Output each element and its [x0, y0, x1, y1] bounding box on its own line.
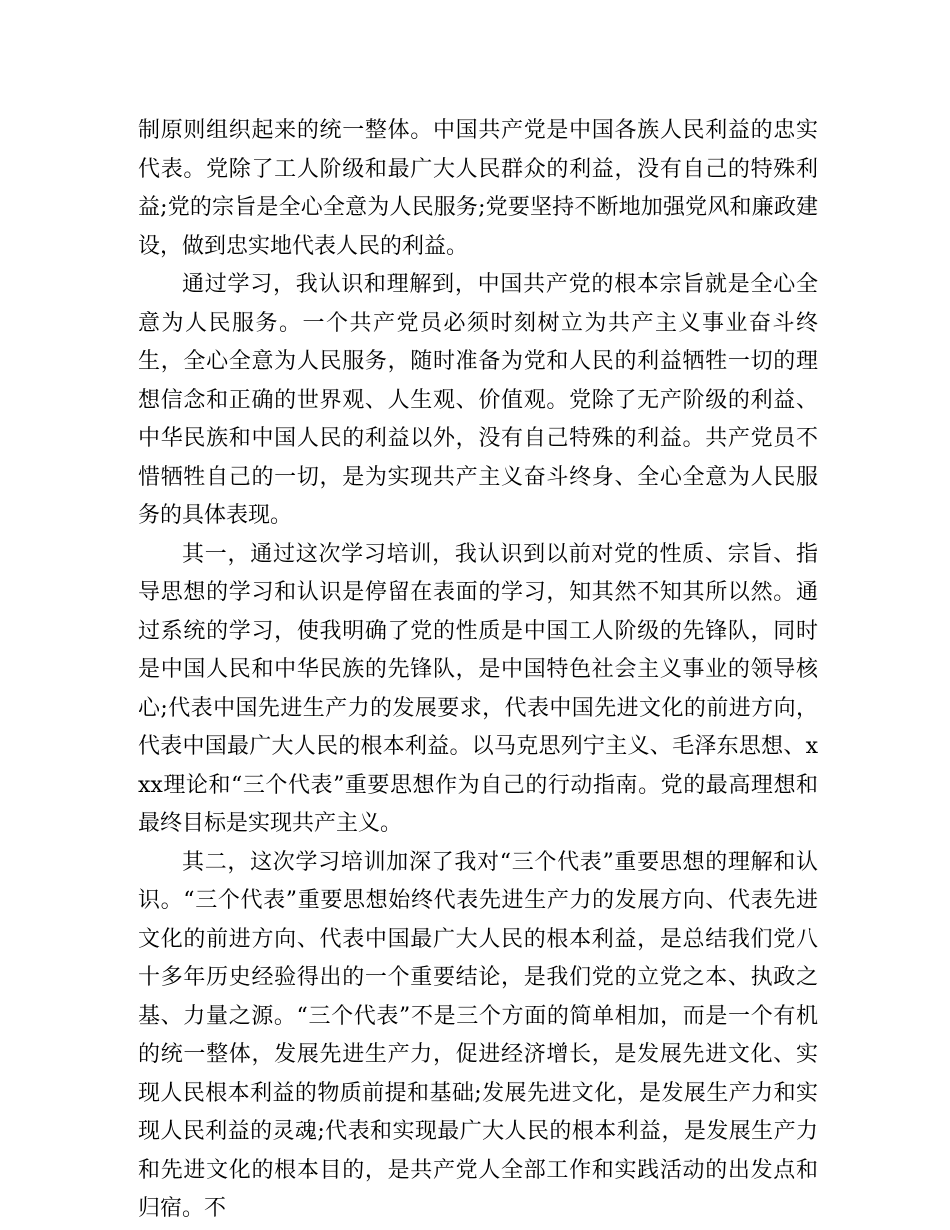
paragraph-4: 其二，这次学习培训加深了我对“三个代表”重要思想的理解和认识。“三个代表”重要思想始终代表先进生产力的发展方向、代表先进文化的前进方向、代表中国最广大人民的根本利益，是总结我们党八十多年历史经验得出的一个重要结论，是我们党的立党之本、执政之基、力量之源。“三个代表”不是三个方面的简单相加，而是一个有机的统一整体，发展先进生产力，促进经济增长，是发展先进文化、实现人民根本利益的物质前提和基础;发展先进文化，是发展生产力和实现人民利益的灵魂;代表和实现最广大人民的根本利益，是发展生产力和先进文化的根本目的，是共产党人全部工作和实践活动的出发点和归宿。不	[138, 849, 818, 1221]
paragraph-1: 制原则组织起来的统一整体。中国共产党是中国各族人民利益的忠实代表。党除了工人阶级和最广大人民群众的利益，没有自己的特殊利益;党的宗旨是全心全意为人民服务;党要坚持不断地加强党风和廉政建设，做到忠实地代表人民的利益。	[138, 118, 818, 259]
document-body	[138, 112, 818, 1229]
paragraph-2: 通过学习，我认识和理解到，中国共产党的根本宗旨就是全心全意为人民服务。一个共产党员必须时刻树立为共产主义事业奋斗终生，全心全意为人民服务，随时准备为党和人民的利益牺牲一切的理想信念和正确的世界观、人生观、价值观。党除了无产阶级的利益、中华民族和中国人民的利益以外，没有自己特殊的利益。共产党员不惜牺牲自己的一切，是为实现共产主义奋斗终身、全心全意为人民服务的具体表现。	[138, 272, 818, 528]
paragraph-3: 其一，通过这次学习培训，我认识到以前对党的性质、宗旨、指导思想的学习和认识是停留在表面的学习，知其然不知其所以然。通过系统的学习，使我明确了党的性质是中国工人阶级的先锋队，同时是中国人民和中华民族的先锋队，是中国特色社会主义事业的领导核心;代表中国先进生产力的发展要求，代表中国先进文化的前进方向，代表中国最广大人民的根本利益。以马克思列宁主义、毛泽东思想、xxx理论和“三个代表”重要思想作为自己的行动指南。党的最高理想和最终目标是实现共产主义。	[138, 541, 818, 836]
